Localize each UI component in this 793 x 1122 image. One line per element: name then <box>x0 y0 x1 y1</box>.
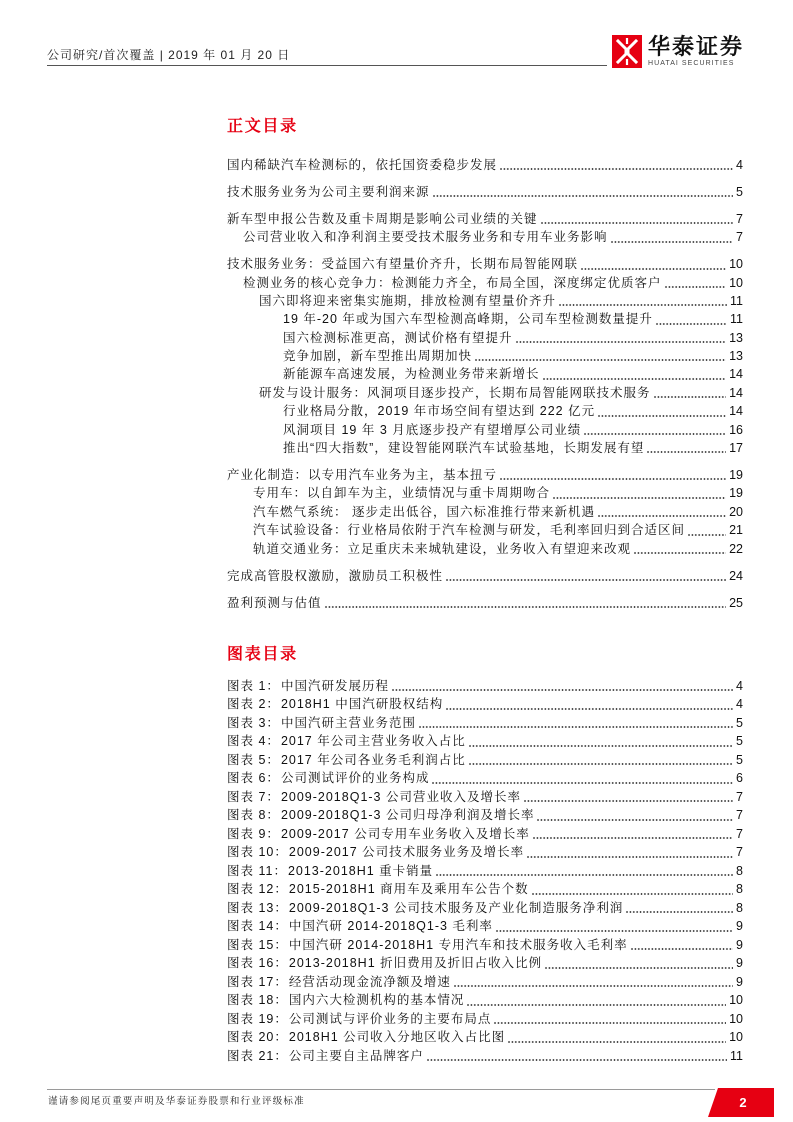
dot-leader <box>647 451 726 453</box>
toc-entry-page: 22 <box>729 541 743 556</box>
dot-leader <box>598 515 726 517</box>
figure-entry[interactable] <box>227 936 743 955</box>
dot-leader <box>454 985 733 987</box>
toc-entry[interactable] <box>227 274 743 292</box>
figure-label: 图表 11： <box>227 863 287 878</box>
figure-title: 2018H1 公司收入分地区收入占比图 <box>288 1030 506 1045</box>
toc-entry[interactable] <box>227 466 743 484</box>
figure-page: 6 <box>736 771 743 786</box>
figure-entry[interactable] <box>227 714 743 733</box>
figure-page: 8 <box>736 863 743 878</box>
toc-entry-title: 新车型申报公告数及重卡周期是影响公司业绩的关键 <box>227 211 538 226</box>
dot-leader <box>626 911 733 913</box>
dot-leader <box>496 930 733 932</box>
figure-title: 中国汽研 2014-2018H1 专用汽车和技术服务收入毛利率 <box>288 937 628 952</box>
toc-entry[interactable] <box>227 156 743 174</box>
dot-leader <box>631 948 733 950</box>
dot-leader <box>543 378 727 380</box>
toc-entry-page: 19 <box>729 486 743 501</box>
header-rule <box>47 65 607 66</box>
dot-leader <box>524 800 733 802</box>
dot-leader <box>500 168 733 170</box>
toc-entry-page: 4 <box>736 157 743 172</box>
toc-entry[interactable] <box>227 384 743 402</box>
figure-page: 5 <box>736 715 743 730</box>
toc-entry-title: 国内稀缺汽车检测标的，依托国资委稳步发展 <box>227 157 498 172</box>
figure-page: 9 <box>736 956 743 971</box>
toc-group <box>227 466 743 558</box>
toc-entry[interactable] <box>227 255 743 273</box>
dot-leader <box>532 893 733 895</box>
dot-leader <box>545 967 733 969</box>
toc-entry[interactable] <box>227 347 743 365</box>
logo-name-en: HUATAI SECURITIES <box>648 60 735 67</box>
toc-entry[interactable] <box>227 402 743 420</box>
figure-entry[interactable] <box>227 751 743 770</box>
dot-leader <box>494 1022 726 1024</box>
figure-page: 4 <box>736 678 743 693</box>
figure-title: 2013-2018H1 重卡销量 <box>287 863 434 878</box>
figure-label: 图表 10： <box>227 845 288 860</box>
figure-entry[interactable] <box>227 788 743 807</box>
toc-entry-page: 20 <box>729 504 743 519</box>
page-number: 2 <box>739 1095 747 1110</box>
figure-title: 中国汽研发展历程 <box>280 678 389 693</box>
toc-entry-page: 16 <box>729 422 743 437</box>
toc-list <box>227 156 743 612</box>
figure-label: 图表 7： <box>227 789 280 804</box>
figure-entry[interactable] <box>227 899 743 918</box>
toc-entry[interactable] <box>227 503 743 521</box>
figure-title: 2009-2017 公司专用车业务收入及增长率 <box>280 826 530 841</box>
figure-label: 图表 15： <box>227 937 288 952</box>
dot-leader <box>433 195 734 197</box>
toc-entry-title: 国六检测标准更高，测试价格有望提升 <box>283 330 513 345</box>
dot-leader <box>469 745 733 747</box>
toc-entry-title: 汽车燃气系统： 逐步走出低谷，国六标准推行带来新机遇 <box>253 504 595 519</box>
toc-entry-title: 行业格局分散，2019 年市场空间有望达到 222 亿元 <box>283 404 596 419</box>
figure-entry[interactable] <box>227 695 743 714</box>
figure-page: 9 <box>736 974 743 989</box>
toc-entry-title: 竞争加剧，新车型推出周期加快 <box>283 349 473 364</box>
footer-rule <box>47 1089 715 1090</box>
report-section: 公司研究/首次覆盖 <box>47 48 156 62</box>
toc-group <box>227 594 743 612</box>
toc-entry[interactable] <box>227 484 743 502</box>
toc-entry-title: 推出“四大指数”，建设智能网联汽车试验基地，长期发展有望 <box>283 441 645 456</box>
figure-label: 图表 5： <box>227 752 280 767</box>
dot-leader <box>634 552 726 554</box>
figure-page: 10 <box>729 1030 743 1045</box>
figure-label: 图表 13： <box>227 900 288 915</box>
figure-label: 图表 6： <box>227 771 280 786</box>
toc-entry-title: 国六即将迎来密集实施期，排放检测有望量价齐升 <box>259 293 557 308</box>
figure-list <box>227 677 743 1066</box>
figure-page: 7 <box>736 845 743 860</box>
dot-leader <box>553 497 726 499</box>
figure-title: 2009-2018Q1-3 公司营业收入及增长率 <box>280 789 521 804</box>
figure-title: 2018H1 中国汽研股权结构 <box>280 697 444 712</box>
dot-leader <box>654 396 727 398</box>
figure-label: 图表 4： <box>227 734 280 749</box>
dot-leader <box>432 782 733 784</box>
figure-title: 公司主要自主品牌客户 <box>288 1048 424 1063</box>
toc-entry-title: 技术服务业务为公司主要利润来源 <box>227 184 430 199</box>
toc-entry[interactable] <box>227 329 743 347</box>
figure-title: 经营活动现金流净额及增速 <box>288 974 451 989</box>
header-separator: | <box>159 48 164 62</box>
dot-leader <box>598 415 726 417</box>
toc-entry-title: 盈利预测与估值 <box>227 595 322 610</box>
dot-leader <box>469 763 733 765</box>
toc-entry-page: 21 <box>729 523 743 538</box>
toc-entry-page: 14 <box>729 367 743 382</box>
toc-entry-page: 13 <box>729 349 743 364</box>
figure-title: 中国汽研主营业务范围 <box>280 715 416 730</box>
figure-label: 图表 3： <box>227 715 280 730</box>
dot-leader <box>427 1059 727 1061</box>
toc-entry-title: 汽车试验设备：行业格局依附于汽车检测与研发，毛利率回归到合适区间 <box>253 523 686 538</box>
toc-entry-title: 产业化制造：以专用汽车业务为主，基本扭亏 <box>227 468 498 483</box>
dot-leader <box>467 1004 726 1006</box>
figure-page: 8 <box>736 882 743 897</box>
figure-entry[interactable] <box>227 862 743 881</box>
toc-entry-page: 10 <box>729 275 743 290</box>
figure-title: 国内六大检测机构的基本情况 <box>288 993 465 1008</box>
figure-page: 4 <box>736 697 743 712</box>
figure-label: 图表 17： <box>227 974 288 989</box>
toc-entry-page: 17 <box>729 441 743 456</box>
figure-title: 中国汽研 2014-2018Q1-3 毛利率 <box>288 919 493 934</box>
dot-leader <box>419 726 733 728</box>
figure-page: 10 <box>729 993 743 1008</box>
toc-entry-page: 19 <box>729 468 743 483</box>
figure-title: 2009-2017 公司技术服务业务及增长率 <box>288 845 525 860</box>
toc-entry-title: 风洞项目 19 年 3 月底逐步投产有望增厚公司业绩 <box>283 422 582 437</box>
toc-entry-title: 技术服务业务：受益国六有望量价齐升，长期布局智能网联 <box>227 257 579 272</box>
logo-name-cn: 华泰证券 <box>648 34 745 59</box>
figure-title: 2013-2018H1 折旧费用及折旧占收入比例 <box>288 956 543 971</box>
figure-entry[interactable] <box>227 732 743 751</box>
toc-entry-page: 5 <box>736 184 743 199</box>
figure-label: 图表 21： <box>227 1048 288 1063</box>
figure-label: 图表 9： <box>227 826 280 841</box>
dot-leader <box>541 222 734 224</box>
figure-page: 9 <box>736 919 743 934</box>
toc-entry[interactable] <box>227 183 743 201</box>
toc-entry-page: 13 <box>729 330 743 345</box>
figure-entry[interactable] <box>227 917 743 936</box>
dot-leader <box>446 708 733 710</box>
figure-label: 图表 19： <box>227 1011 288 1026</box>
toc-group <box>227 183 743 201</box>
toc-entry[interactable] <box>227 521 743 539</box>
figure-label: 图表 16： <box>227 956 288 971</box>
figure-title: 公司测试评价的业务构成 <box>280 771 430 786</box>
report-header <box>47 47 290 63</box>
toc-group <box>227 567 743 585</box>
figure-label: 图表 8： <box>227 808 280 823</box>
figure-title: 2017 年公司主营业务收入占比 <box>280 734 466 749</box>
dot-leader <box>656 323 727 325</box>
dot-leader <box>584 433 726 435</box>
toc-entry-page: 24 <box>729 568 743 583</box>
figure-entry[interactable] <box>227 843 743 862</box>
figure-entry[interactable] <box>227 880 743 899</box>
toc-entry[interactable] <box>227 567 743 585</box>
figure-label: 图表 20： <box>227 1030 288 1045</box>
figure-title: 公司测试与评价业务的主要布局点 <box>288 1011 492 1026</box>
figure-title: 2017 年公司各业务毛利润占比 <box>280 752 466 767</box>
huatai-logo <box>612 35 746 68</box>
toc-entry[interactable] <box>227 439 743 457</box>
toc-entry-title: 专用车：以自卸车为主，业绩情况与重卡周期吻合 <box>253 486 551 501</box>
toc-entry-page: 14 <box>729 385 743 400</box>
figure-page: 7 <box>736 789 743 804</box>
toc-entry-title: 完成高管股权激励，激励员工积极性 <box>227 568 444 583</box>
dot-leader <box>446 579 726 581</box>
figure-entry[interactable] <box>227 825 743 844</box>
huatai-logo-icon <box>612 35 642 68</box>
dot-leader <box>436 874 733 876</box>
figure-label: 图表 14： <box>227 919 288 934</box>
figure-entry[interactable] <box>227 1047 743 1066</box>
toc-entry-page: 11 <box>730 293 743 308</box>
figure-page: 9 <box>736 937 743 952</box>
toc-entry[interactable] <box>227 292 743 310</box>
dot-leader <box>325 606 727 608</box>
figure-title: 2009-2018Q1-3 公司技术服务及产业化制造服务净利润 <box>288 900 624 915</box>
figure-entry[interactable] <box>227 991 743 1010</box>
dot-leader <box>581 268 726 270</box>
dot-leader <box>527 856 733 858</box>
dot-leader <box>500 478 726 480</box>
toc-entry-page: 7 <box>736 230 743 245</box>
figure-entry[interactable] <box>227 806 743 825</box>
toc-entry-title: 新能源车高速发展，为检测业务带来新增长 <box>283 367 540 382</box>
figure-page: 10 <box>729 1011 743 1026</box>
figure-entry[interactable] <box>227 973 743 992</box>
dot-leader <box>665 286 727 288</box>
figure-page: 11 <box>730 1048 743 1063</box>
toc-entry-title: 公司营业收入和净利润主要受技术服务业务和专用车业务影响 <box>243 230 608 245</box>
toc-entry-title: 研发与设计服务：风洞项目逐步投产，长期布局智能网联技术服务 <box>259 385 651 400</box>
figure-entry[interactable] <box>227 1028 743 1047</box>
dot-leader <box>611 241 734 243</box>
figure-page: 8 <box>736 900 743 915</box>
figure-entry[interactable] <box>227 677 743 696</box>
figure-title: 2015-2018H1 商用车及乘用车公告个数 <box>288 882 529 897</box>
figure-page: 5 <box>736 752 743 767</box>
figure-entry[interactable] <box>227 1010 743 1029</box>
toc-entry[interactable] <box>227 421 743 439</box>
figure-page: 7 <box>736 808 743 823</box>
figure-label: 图表 1： <box>227 678 280 693</box>
toc-entry[interactable] <box>227 310 743 328</box>
figure-page: 5 <box>736 734 743 749</box>
figure-label: 图表 2： <box>227 697 280 712</box>
dot-leader <box>533 837 733 839</box>
toc-entry-page: 11 <box>730 312 743 327</box>
toc-group <box>227 255 743 457</box>
toc-entry-title: 检测业务的核心竞争力：检测能力齐全，布局全国，深度绑定优质客户 <box>243 275 662 290</box>
dot-leader <box>392 689 733 691</box>
toc-entry[interactable] <box>227 210 743 228</box>
dot-leader <box>508 1041 726 1043</box>
figure-title: 2009-2018Q1-3 公司归母净利润及增长率 <box>280 808 535 823</box>
figure-entry[interactable] <box>227 769 743 788</box>
toc-entry-page: 25 <box>729 595 743 610</box>
toc-entry[interactable] <box>227 228 743 246</box>
dot-leader <box>537 819 733 821</box>
toc-group <box>227 210 743 247</box>
toc-entry-page: 7 <box>736 211 743 226</box>
figure-label: 图表 12： <box>227 882 288 897</box>
dot-leader <box>559 304 727 306</box>
toc-entry-page: 10 <box>729 257 743 272</box>
dot-leader <box>516 341 727 343</box>
toc-entry[interactable] <box>227 594 743 612</box>
toc-entry[interactable] <box>227 365 743 383</box>
toc-entry-title: 19 年-20 年或为国六车型检测高峰期，公司车型检测数量提升 <box>283 312 653 327</box>
toc-entry-title: 轨道交通业务：立足重庆未来城轨建设，业务收入有望迎来改观 <box>253 541 632 556</box>
toc-title: 正文目录 <box>227 118 298 135</box>
page-number-badge <box>708 1088 774 1117</box>
toc-entry-page: 14 <box>729 404 743 419</box>
dot-leader <box>475 359 726 361</box>
report-date: 2019 年 01 月 20 日 <box>168 48 291 62</box>
toc-entry[interactable] <box>227 540 743 558</box>
footer-disclaimer: 谨请参阅尾页重要声明及华泰证券股票和行业评级标准 <box>48 1096 305 1107</box>
figure-label: 图表 18： <box>227 993 288 1008</box>
figure-page: 7 <box>736 826 743 841</box>
toc-group <box>227 156 743 174</box>
figure-list-title: 图表目录 <box>227 646 298 663</box>
dot-leader <box>688 534 726 536</box>
figure-entry[interactable] <box>227 954 743 973</box>
